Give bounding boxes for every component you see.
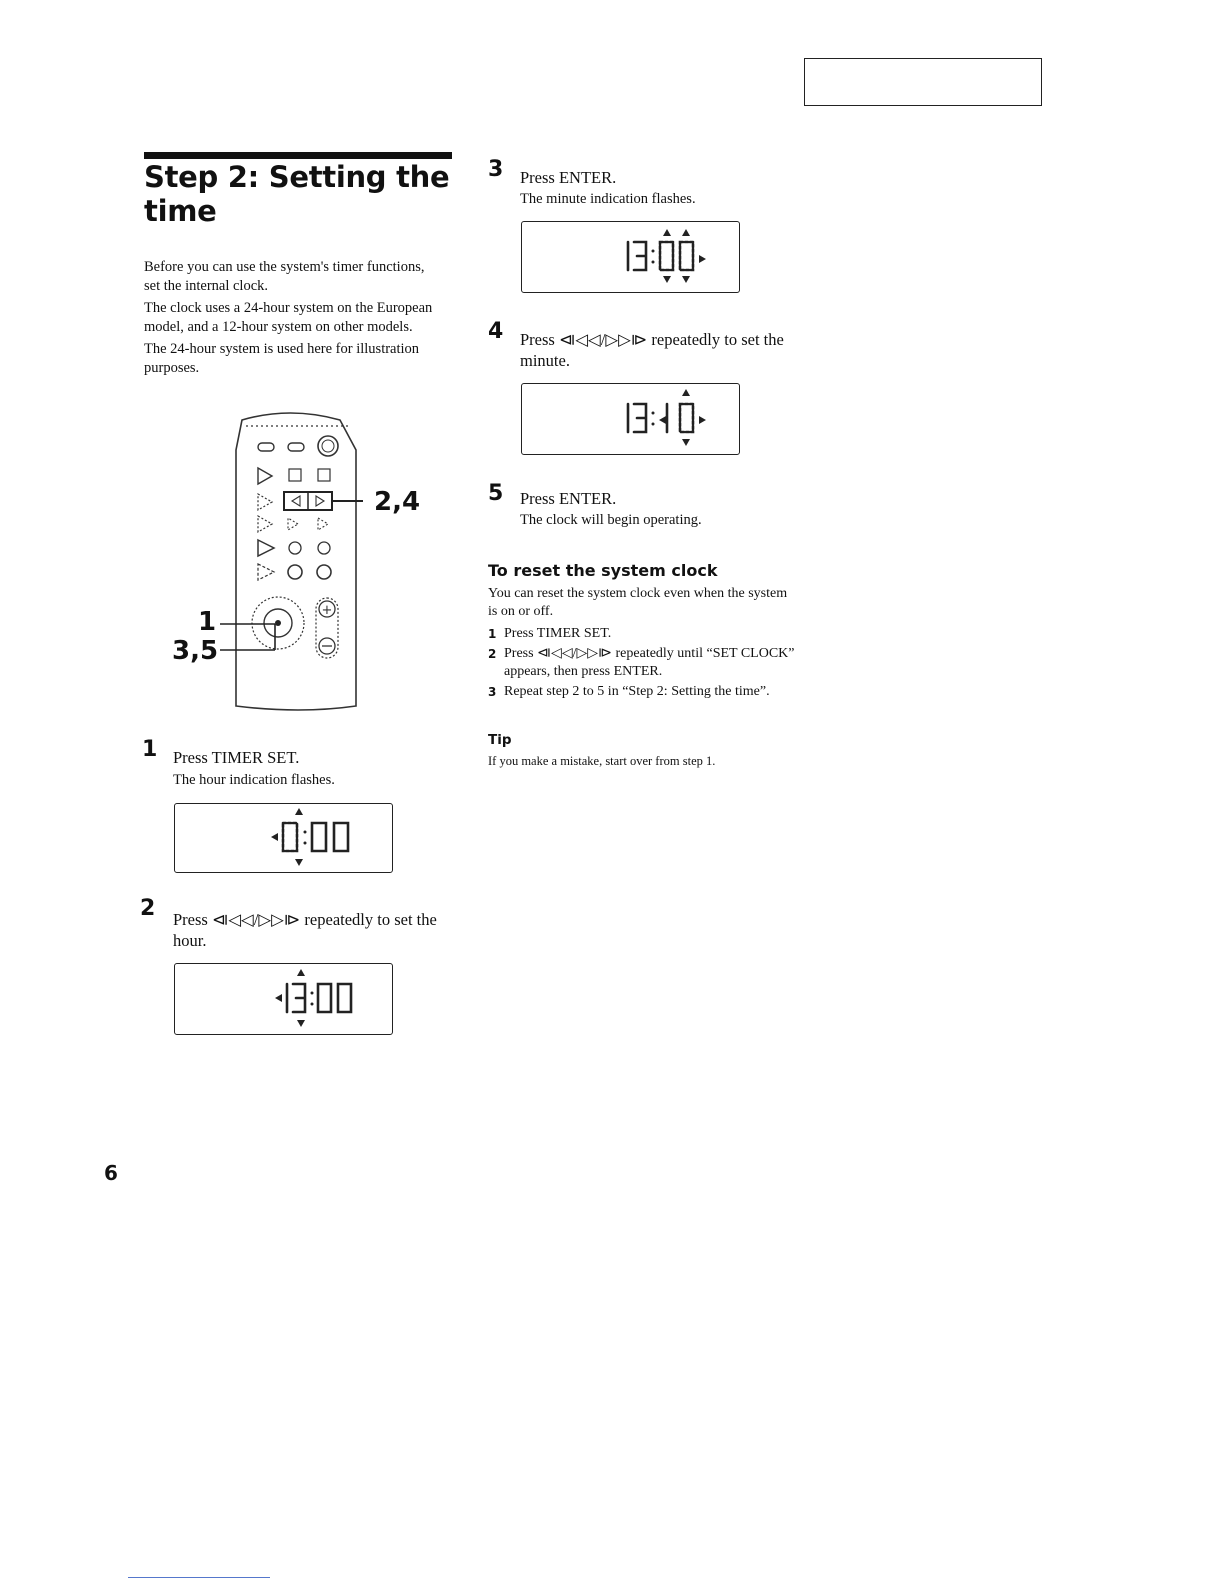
reset-intro: You can reset the system clock even when the system is on or off. [488, 586, 788, 619]
step-number: 5 [488, 481, 504, 506]
list-item-number: 2 [488, 647, 497, 661]
remote-control-icon [160, 410, 460, 720]
svg-text:+: + [321, 603, 333, 618]
lcd-display [174, 963, 393, 1035]
step-action: Press ⧏◁◁/▷▷⧐ repeatedly to set the hour. [173, 910, 437, 950]
tip-text: If you make a mistake, start over from step 1. [488, 754, 716, 768]
list-item-number: 1 [488, 627, 497, 641]
tip-heading: Tip [488, 732, 512, 748]
intro-paragraph: The 24-hour system is used here for illustration purposes. [144, 341, 420, 376]
step-action: Press ⧏◁◁/▷▷⧐ repeatedly to set the minute. [520, 330, 784, 370]
step-result: The hour indication flashes. [173, 772, 335, 788]
intro-paragraph: The clock uses a 24-hour system on the European model, and a 12-hour system on other models. [144, 300, 433, 335]
list-item-text: Press TIMER SET. [504, 626, 612, 641]
lcd-readout-13-10 [522, 384, 738, 453]
list-item [488, 625, 798, 643]
section-tab-box [804, 58, 1042, 106]
step-number: 1 [142, 737, 158, 762]
page-title: Step 2: Setting the time [144, 160, 450, 228]
callout-label: 2,4 [374, 487, 421, 517]
intro-paragraph: Before you can use the system's timer functions, set the internal clock. [144, 259, 425, 294]
heading-rule [144, 152, 452, 159]
reset-steps-list [488, 625, 798, 701]
step-number: 4 [488, 319, 504, 344]
list-item-text: Repeat step 2 to 5 in “Step 2: Setting the time”. [504, 684, 770, 699]
step-number: 2 [140, 896, 156, 921]
lcd-readout-13-00 [522, 222, 738, 291]
lcd-display [521, 383, 740, 455]
callout-label: 3,5 [172, 636, 219, 666]
lcd-display [174, 803, 393, 873]
step-result: The minute indication flashes. [520, 191, 696, 207]
lcd-display [521, 221, 740, 293]
list-item-number: 3 [488, 685, 497, 699]
step-action: Press ENTER. [520, 168, 617, 187]
step-number: 3 [488, 157, 504, 182]
list-item [488, 683, 798, 701]
step-action: Press ENTER. [520, 489, 617, 508]
reset-heading: To reset the system clock [488, 561, 718, 580]
reset-section [488, 585, 798, 703]
lcd-readout-0-00 [175, 804, 391, 871]
callout-label: 1 [198, 607, 217, 637]
intro-text [144, 258, 444, 381]
page-number: 6 [104, 1161, 118, 1185]
list-item [488, 645, 798, 681]
list-item-text: Press ⧏◁◁/▷▷⧐ repeatedly until “SET CLOCK” appears, then press ENTER. [504, 646, 795, 679]
lcd-readout-13-00 [175, 964, 391, 1033]
bottom-edge-line [128, 1577, 270, 1578]
step-result: The clock will begin operating. [520, 512, 702, 528]
step-action: Press TIMER SET. [173, 748, 300, 767]
